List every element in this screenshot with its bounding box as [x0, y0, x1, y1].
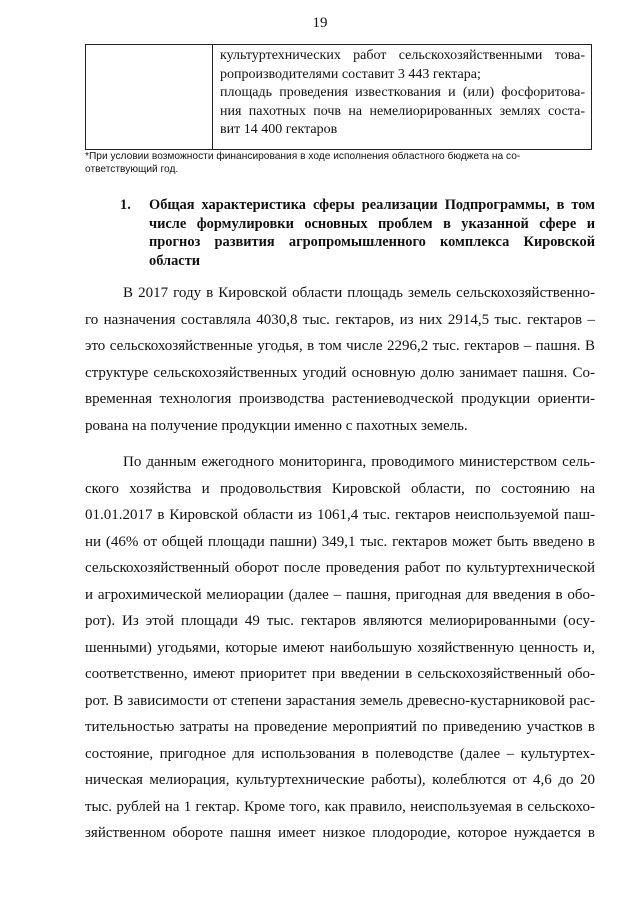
text-line: состояние, пригодное для использования в полеводстве (далее – культуртех-	[85, 745, 595, 762]
table-text-cell	[220, 47, 585, 140]
table-line: ропроизводителями составит 3 443 гектара;	[220, 66, 481, 82]
table-line: культуртехнических работ сельскохозяйственными това-	[220, 48, 585, 63]
text-line: временная технология производства растениеводческой продукции ориенти-	[85, 391, 595, 407]
text-line: и агрохимической мелиорации (далее – пашня, пригодная для введения в обо-	[85, 586, 595, 603]
paragraph-2	[85, 449, 595, 847]
footnote-line: ответствующий год.	[85, 164, 179, 175]
heading-line: числе формулировки основных проблем в указанной сфере и	[149, 215, 595, 232]
text-line: тительностью затраты на проведение мероприятий по приведению участков в	[85, 719, 595, 735]
text-line: 01.01.2017 в Кировской области из 1061,4 тыс. гектаров неиспользуемой паш-	[85, 507, 595, 523]
text-line: шенными) угодьями, которые имеют наибольшую хозяйственную ценность и,	[85, 639, 595, 656]
text-line: го назначения составляла 4030,8 тыс. гектаров, из них 2914,5 тыс. гектаров –	[85, 311, 595, 328]
table-line: площадь проведения известкования и (или) фосфоритова-	[220, 85, 585, 101]
heading-line: области	[149, 252, 201, 269]
text-line: ни (46% от общей площади пашни) 349,1 тыс. гектаров может быть введено в	[85, 533, 595, 550]
text-line: это сельскохозяйственные угодья, в том числе 2296,2 тыс. гектаров – пашня. В	[85, 338, 595, 354]
text-line: рот. В зависимости от степени зарастания земель древесно-кустарниковой рас-	[85, 692, 595, 709]
section-number: 1.	[120, 197, 131, 213]
text-line: ского хозяйства и продовольствия Кировской области, по состоянию на	[85, 480, 595, 497]
text-line: соответственно, имеют приоритет при введении в сельскохозяйственный обо-	[85, 666, 595, 682]
heading-line: Общая характеристика сферы реализации Подпрограммы, в том	[149, 197, 595, 213]
text-line: зяйственном обороте пашня имеет низкое плодородие, которое нуждается в	[85, 825, 595, 841]
text-line: рот). Из этой площади 49 тыс. гектаров являются мелиорированными (осу-	[85, 613, 595, 629]
page-number: 19	[312, 15, 328, 31]
text-line: В 2017 году в Кировской области площадь земель сельскохозяйственно-	[123, 285, 595, 301]
table-empty-cell	[86, 45, 213, 149]
table-line: вит 14 400 гектаров	[220, 122, 338, 138]
footnote	[85, 150, 595, 176]
text-line: структуре сельскохозяйственных угодий основную долю занимает пашня. Со-	[85, 364, 595, 381]
body-text	[85, 280, 595, 847]
footnote-line: *При условии возможности финансирования в ходе исполнения областного бюджета на со-	[85, 151, 521, 162]
text-line: рована на получение продукции именно с пахотных земель.	[85, 417, 468, 434]
paragraph-1	[85, 280, 595, 439]
text-line: сельскохозяйственный оборот после проведения работ по культуртехнической	[85, 560, 595, 576]
text-line: По данным ежегодного мониторинга, проводимого министерством сель-	[123, 454, 595, 470]
text-line: ническая мелиорация, культуртехнические работы), колеблются от 4,6 до 20	[85, 772, 595, 788]
indicator-table	[85, 44, 592, 150]
table-line: ния пахотных почв на немелиорированных землях соста-	[220, 103, 585, 119]
text-line: тыс. рублей на 1 гектар. Кроме того, как правило, неиспользуемая в сельскохо-	[85, 798, 595, 815]
heading-line: прогноз развития агропромышленного комплекса Кировской	[149, 234, 595, 251]
